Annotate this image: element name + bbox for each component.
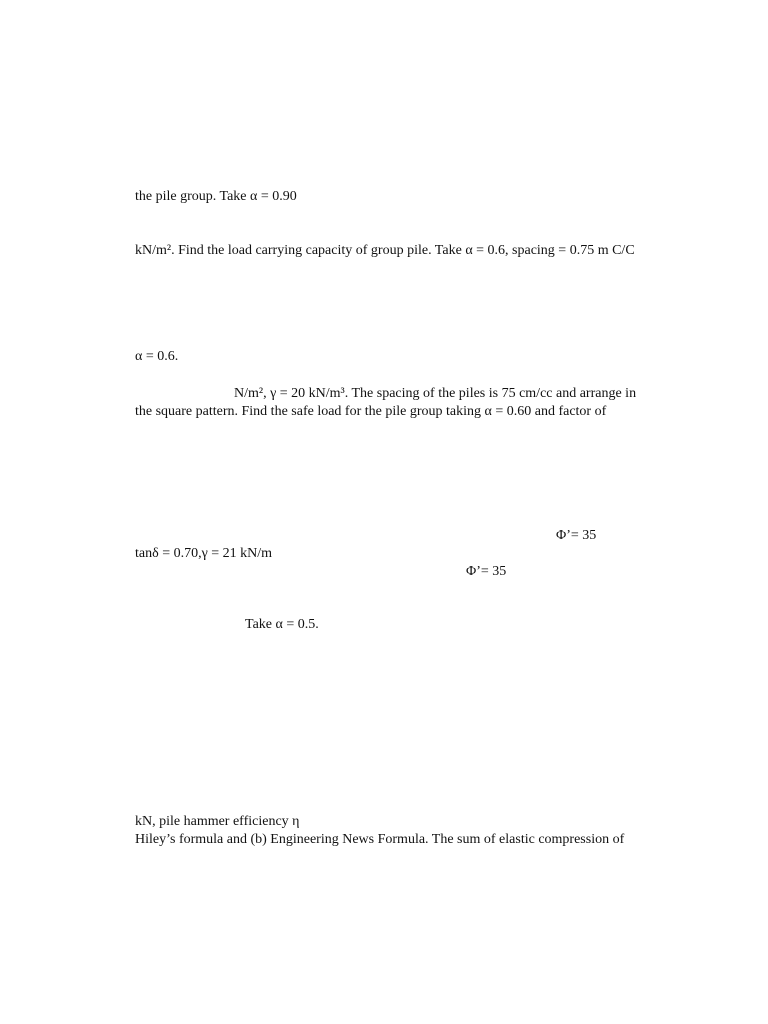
text-line-11: Hiley’s formula and (b) Engineering News Formula. The sum of elastic compression of [135,832,625,847]
text-line-9: Take α = 0.5. [245,617,319,632]
text-line-2: kN/m². Find the load carrying capacity of group pile. Take α = 0.6, spacing = 0.75 m C/C [135,243,635,258]
text-line-5: the square pattern. Find the safe load for the pile group taking α = 0.60 and factor of [135,404,607,419]
text-line-3: α = 0.6. [135,349,179,364]
text-line-8: Φ’= 35 [466,564,507,579]
text-line-10: kN, pile hammer efficiency η [135,814,300,829]
text-line-6: Φ’= 35 [556,528,597,543]
text-line-4: N/m², γ = 20 kN/m³. The spacing of the piles is 75 cm/cc and arrange in [234,386,637,401]
text-line-7: tanδ = 0.70,γ = 21 kN/m [135,546,273,561]
text-line-1: the pile group. Take α = 0.90 [135,189,297,204]
